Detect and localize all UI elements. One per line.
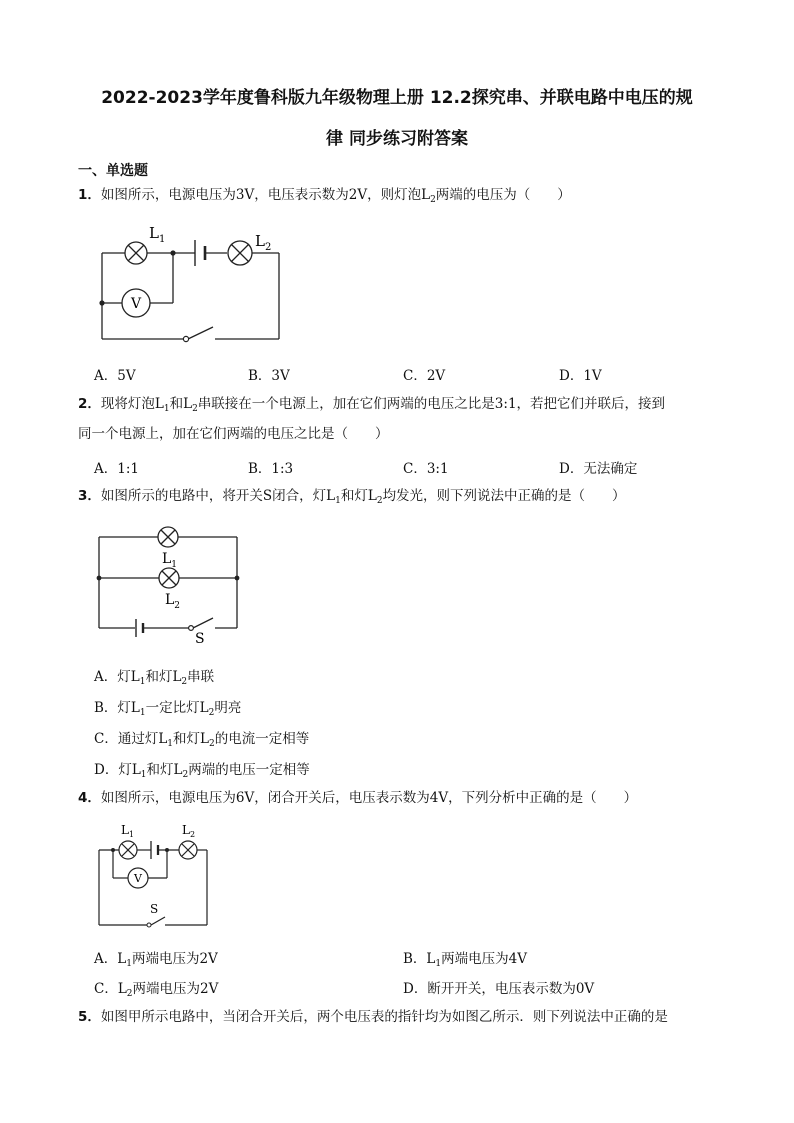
- junction-dot: [235, 576, 240, 581]
- l2-label: $L_2$: [182, 823, 196, 839]
- battery-icon: [151, 841, 158, 859]
- lamp-l1-icon: [119, 841, 137, 859]
- question-number: 1．: [78, 187, 101, 203]
- l1-label: $L_1$: [121, 823, 135, 839]
- switch-label: S: [150, 902, 159, 916]
- q2-option-d: D．无法确定: [559, 461, 638, 477]
- question-3-stem: 3．如图所示的电路中，将开关S闭合，灯$L_1$和灯$L_2$均发光，则下列说法中正确的是（ ）: [78, 488, 626, 506]
- question-5-stem: 5．如图甲所示电路中，当闭合开关后，两个电压表的指针均为如图乙所示．则下列说法中正确的是: [78, 1009, 668, 1025]
- q1-option-d: D．1V: [559, 368, 602, 384]
- junction-dot: [165, 848, 169, 852]
- q1-option-c: C．2V: [403, 368, 446, 384]
- l1-label: $L_1$: [162, 551, 178, 570]
- question-2-stem: 2．现将灯泡$L_1$和$L_2$串联接在一个电源上，加在它们两端的电压之比是3:1，若把它们并联后，接到: [78, 396, 666, 414]
- voltmeter-icon: [122, 289, 150, 317]
- l2-label: $L_2$: [165, 592, 181, 611]
- q2-option-a: A．1:1: [94, 461, 139, 477]
- q3-option-c: C．通过灯$L_1$和灯$L_2$的电流一定相等: [94, 731, 310, 749]
- battery-icon: [195, 240, 205, 266]
- lamp-l1-icon: [125, 242, 147, 264]
- svg-text:V: V: [130, 296, 142, 312]
- q2-option-b: B．1:3: [248, 461, 294, 477]
- switch-contact: [147, 923, 151, 927]
- voltmeter-icon: [128, 868, 148, 888]
- question-2-stem-line2: 同一个电源上，加在它们两端的电压之比是（ ）: [78, 426, 389, 442]
- junction-dot: [97, 576, 102, 581]
- switch-label: S: [195, 631, 205, 647]
- section-heading: 一、单选题: [78, 163, 148, 179]
- question-1-stem: 1．如图所示，电源电压为3V，电压表示数为2V，则灯泡$L_2$两端的电压为（ ）: [78, 187, 571, 205]
- question-1-circuit-diagram: [95, 222, 285, 347]
- q1-option-b: B．3V: [248, 368, 290, 384]
- junction-dot: [99, 300, 104, 305]
- q1-option-a: A．5V: [94, 368, 136, 384]
- q3-option-b: B．灯$L_1$一定比灯$L_2$明亮: [94, 700, 242, 718]
- doc-title-line1: 2022-2023学年度鲁科版九年级物理上册 12.2探究串、并联电路中电压的规: [101, 88, 693, 108]
- q4-option-b: B．$L_1$两端电压为4V: [403, 951, 527, 969]
- question-4-circuit-diagram: [95, 821, 215, 931]
- question-3-circuit-diagram: [95, 523, 245, 648]
- q3-option-a: A．灯$L_1$和灯$L_2$串联: [94, 669, 215, 687]
- doc-title-line2: 律 同步练习附答案: [326, 129, 468, 149]
- q3-option-d: D．灯$L_1$和灯$L_2$两端的电压一定相等: [94, 762, 310, 780]
- lamp-l1-icon: [158, 527, 178, 547]
- battery-icon: [136, 619, 143, 637]
- q4-option-a: A．$L_1$两端电压为2V: [94, 951, 218, 969]
- junction-dot: [111, 848, 115, 852]
- junction-dot: [170, 250, 175, 255]
- l2-label: $L_2$: [255, 232, 272, 253]
- q4-option-d: D．断开开关，电压表示数为0V: [403, 981, 595, 997]
- l1-label: $L_1$: [149, 224, 166, 245]
- q4-option-c: C．$L_2$两端电压为2V: [94, 981, 219, 999]
- q2-option-c: C．3:1: [403, 461, 449, 477]
- svg-text:V: V: [134, 872, 142, 885]
- lamp-l2-icon: [179, 841, 197, 859]
- lamp-l2-icon: [228, 241, 252, 265]
- lamp-l2-icon: [159, 568, 179, 588]
- question-4-stem: 4．如图所示，电源电压为6V，闭合开关后，电压表示数为4V，下列分析中正确的是（ ）: [78, 790, 638, 806]
- switch-contact: [189, 626, 194, 631]
- switch-contact: [183, 336, 188, 341]
